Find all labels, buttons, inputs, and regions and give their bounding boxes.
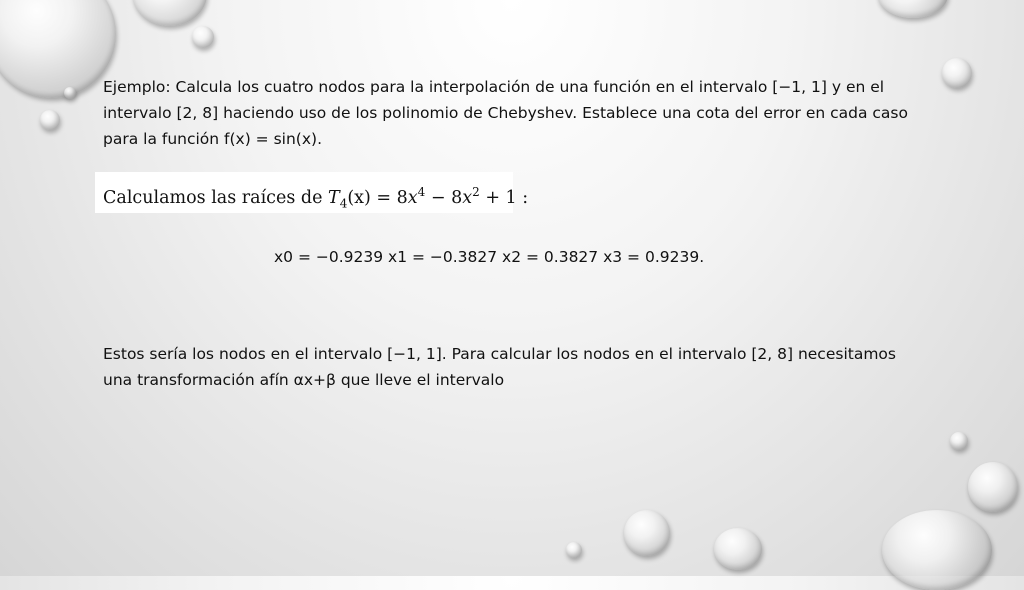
formula-var-x2: x bbox=[462, 187, 473, 208]
formula-T: T bbox=[328, 187, 340, 208]
water-drop-decoration bbox=[133, 0, 207, 26]
formula-arg: (x) = 8 bbox=[347, 187, 408, 208]
water-drop-decoration bbox=[968, 462, 1018, 512]
water-drop-decoration bbox=[0, 0, 116, 98]
water-drop-decoration bbox=[882, 510, 992, 590]
water-drop-decoration bbox=[40, 110, 60, 130]
water-drop-decoration bbox=[624, 510, 670, 556]
formula-lead-text: Calculamos las raíces de bbox=[103, 187, 328, 208]
formula-subscript: 4 bbox=[339, 196, 348, 211]
water-drop-decoration bbox=[64, 87, 76, 99]
chebyshev-roots: x0 = −0.9239 x1 = −0.3827 x2 = 0.3827 x3 = 0.9239. bbox=[274, 248, 705, 266]
water-drop-decoration bbox=[192, 26, 214, 48]
water-drop-decoration bbox=[714, 528, 762, 570]
formula-tail: + 1 : bbox=[479, 187, 529, 208]
example-statement: Ejemplo: Calcula los cuatro nodos para la interpolación de una función en el intervalo [−1, 1] y en el intervalo [2, 8] haciendo uso de los polinomio de Chebyshev. Establece una cota del error en cada caso para la función f(x) = sin(x). bbox=[103, 78, 908, 148]
water-drop-decoration bbox=[950, 432, 968, 450]
transformation-text: Estos sería los nodos en el intervalo [−1, 1]. Para calcular los nodos en el intervalo [2, 8] necesitamos una transformación afín αx+β que lleve el intervalo bbox=[103, 345, 896, 389]
formula-exponent-4: 4 bbox=[417, 185, 426, 199]
formula-minus: − 8 bbox=[425, 187, 463, 208]
water-drop-decoration bbox=[942, 58, 972, 88]
formula-var-x1: x bbox=[407, 187, 418, 208]
formula-exponent-2: 2 bbox=[472, 185, 480, 199]
water-drop-decoration bbox=[878, 0, 948, 18]
chebyshev-formula-image bbox=[95, 172, 529, 213]
water-drop-decoration bbox=[566, 542, 582, 558]
